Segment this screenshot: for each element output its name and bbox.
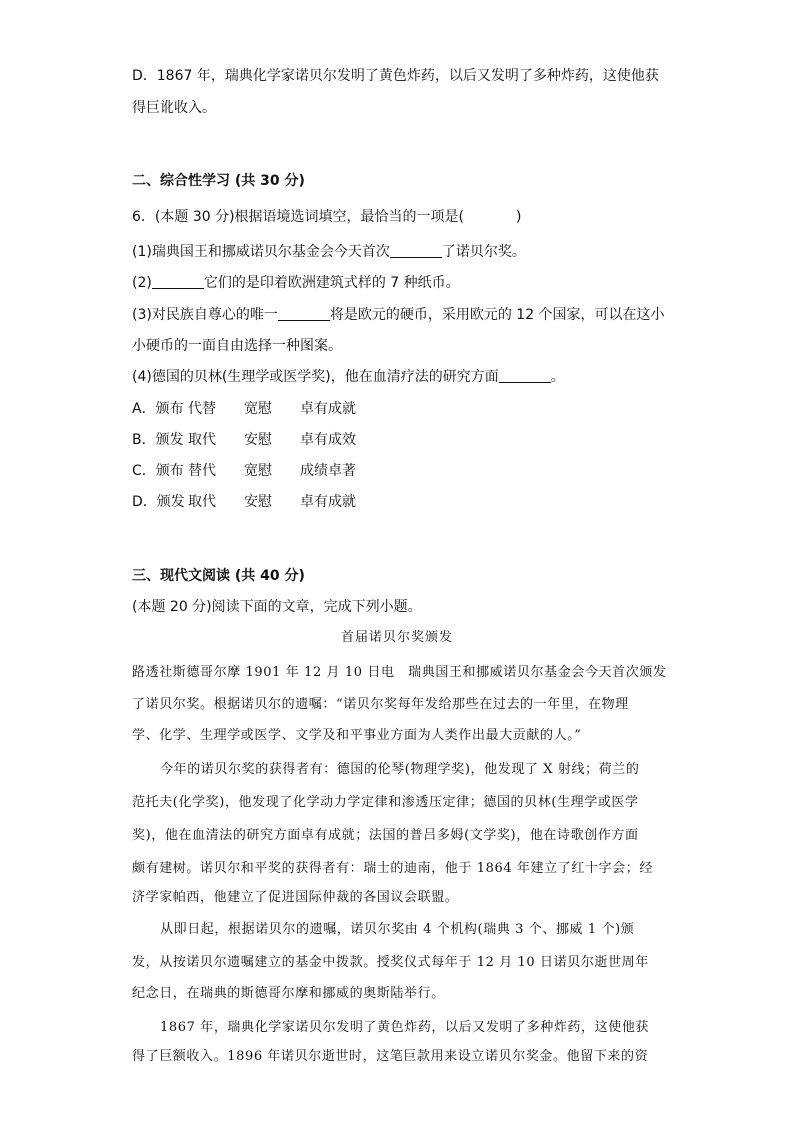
choice-label: D．颁发	[132, 494, 185, 510]
fill-item-3-cont: 小硬币的一面自由选择一种图案。	[132, 338, 342, 354]
choice-word: 卓有成效	[300, 432, 356, 448]
question-6	[132, 207, 521, 227]
choice-a	[132, 399, 356, 419]
fill-item-4	[132, 367, 565, 387]
fill-blank-1	[390, 243, 442, 258]
choice-word: 卓有成就	[300, 494, 356, 510]
choice-word: 代替	[188, 401, 216, 417]
fill-blank-3	[278, 306, 330, 321]
fill-item-3-pre: (3)对民族自尊心的唯一	[132, 307, 278, 323]
fill-item-1-post: 了诺贝尔奖。	[441, 244, 526, 260]
choice-c	[132, 461, 356, 481]
article-line: 得了巨额收入。1896 年诺贝尔逝世时，这笔巨款用来设立诺贝尔奖金。他留下来的资	[132, 1049, 649, 1064]
article-line: 今年的诺贝尔奖的获得者有：德国的伦琴(物理学奖)，他发现了 X 射线；荷兰的	[160, 762, 640, 777]
choice-label: B．颁发	[132, 432, 184, 448]
article-title: 首届诺贝尔奖颁发	[340, 630, 453, 645]
article-line: 济学家帕西，他建立了促进国际仲裁的各国议会联盟。	[132, 890, 459, 905]
fill-item-1-pre: (1)瑞典国王和挪威诺贝尔基金会今天首次	[132, 244, 390, 260]
question-6-close: )	[516, 209, 522, 225]
article-line: 范托夫(化学奖)，他发现了化学动力学定律和渗透压定律；德国的贝林(生理学或医学	[132, 795, 639, 810]
option-d-line-1: D．1867 年，瑞典化学家诺贝尔发明了黄色炸药，以后又发明了多种炸药，这使他获	[132, 68, 659, 84]
article-line: 发，从按诺贝尔遗嘱建立的基金中拨款。授奖仪式每年于 12 月 10 日诺贝尔逝世周年	[132, 955, 649, 970]
article-line: 学、化学、生理学或医学、文学及和平事业方面为人类作出最大贡献的人。”	[132, 728, 582, 743]
choice-d	[132, 492, 356, 512]
fill-item-4-post: 。	[550, 369, 565, 385]
fill-blank-2	[152, 274, 204, 289]
article-line: 奖)，他在血清法的研究方面卓有成就；法国的普吕多姆(文学奖)，他在诗歌创作方面	[132, 828, 639, 843]
section-3-heading: 三、现代文阅读 (共 40 分)	[132, 568, 305, 584]
fill-item-1	[132, 242, 526, 262]
choice-word: 安慰	[244, 432, 272, 448]
fill-item-2-pre: (2)	[132, 275, 152, 291]
fill-item-2-post: 它们的是印着欧洲建筑式样的 7 种纸币。	[203, 275, 460, 291]
choice-word: 宽慰	[244, 401, 272, 417]
article-line: 了诺贝尔奖。根据诺贝尔的遗嘱：“诺贝尔奖每年发给那些在过去的一年里，在物理	[132, 697, 629, 712]
article-line: 路透社斯德哥尔摩 1901 年 12 月 10 日电 瑞典国王和挪威诺贝尔基金会今天首次颁发	[132, 665, 667, 680]
option-d-line-2: 得巨讹收入。	[132, 100, 216, 116]
fill-item-4-pre: (4)德国的贝林(生理学或医学奖)，他在血清疗法的研究方面	[132, 369, 499, 385]
fill-item-3-post: 将是欧元的硬币，采用欧元的 12 个国家，可以在这小	[329, 307, 665, 323]
choice-b	[132, 430, 356, 450]
fill-item-2	[132, 273, 460, 293]
section-2-heading: 二、综合性学习 (共 30 分)	[132, 173, 305, 189]
choice-word: 替代	[188, 463, 216, 479]
choice-word: 宽慰	[244, 463, 272, 479]
choice-label: C．颁布	[132, 463, 184, 479]
article-line: 1867 年，瑞典化学家诺贝尔发明了黄色炸药，以后又发明了多种炸药，这使他获	[160, 1020, 650, 1035]
choice-label: A．颁布	[132, 401, 184, 417]
choice-word: 取代	[188, 494, 216, 510]
fill-blank-4	[499, 368, 551, 383]
choice-word: 成绩卓著	[300, 463, 356, 479]
choice-word: 卓有成就	[300, 401, 356, 417]
section-3-intro: (本题 20 分)阅读下面的文章，完成下列小题。	[132, 599, 422, 615]
article-line: 颇有建树。诺贝尔和平奖的获得者有：瑞士的迪南，他于 1864 年建立了红十字会；经	[132, 861, 653, 876]
question-6-text: 6．(本题 30 分)根据语境选词填空，最恰当的一项是(	[132, 209, 465, 225]
article-line: 从即日起，根据诺贝尔的遗嘱，诺贝尔奖由 4 个机构(瑞典 3 个、挪威 1 个)颁	[160, 922, 635, 937]
article-line: 纪念日，在瑞典的斯德哥尔摩和挪威的奥斯陆举行。	[132, 986, 445, 1001]
choice-word: 安慰	[244, 494, 272, 510]
choice-word: 取代	[188, 432, 216, 448]
fill-item-3	[132, 305, 665, 325]
